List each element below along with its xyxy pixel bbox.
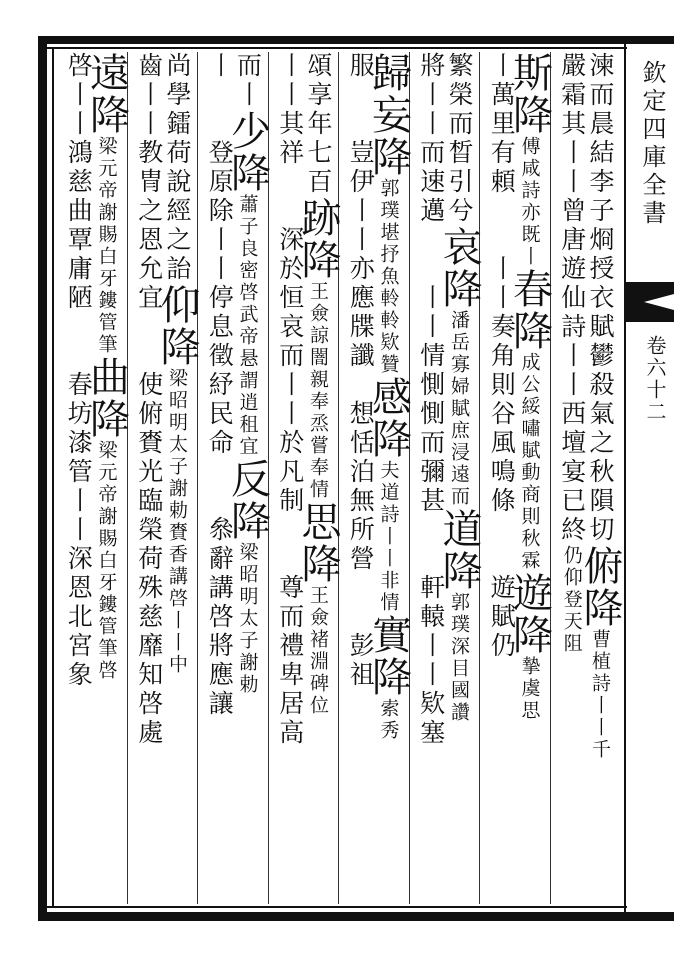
column-rule [479, 52, 480, 904]
entry-head-character: 曲 [83, 356, 130, 398]
entry-head-character: 降 [154, 326, 200, 368]
annotation-text: 梁昭明太子謝勅賚香講啓丨丨中 [166, 368, 188, 676]
column-rule [338, 52, 339, 904]
entry-head-character: 降 [224, 152, 271, 194]
frame-top-border [38, 36, 674, 44]
text-column [436, 52, 482, 904]
entry-head-character: 少 [224, 110, 271, 152]
entry-head-character: 春 [506, 268, 553, 310]
entry-head-character: 降 [224, 500, 271, 542]
body-text: 丨丨其祥 深於恒哀而丨丨於凡制 尊而禮卑居高 [275, 52, 305, 748]
text-column [268, 52, 303, 904]
entry-head-character: 遠 [83, 52, 130, 94]
entry-head-character: 降 [436, 550, 482, 592]
annotation-text: 潘岳寡婦賦庶浸遠而 [448, 310, 470, 508]
text-column [577, 52, 623, 904]
annotation-text: 梁昭明太子謝勅 [236, 542, 259, 696]
annotation-text: 梁元帝謝賜白牙鏤管筆啓 [95, 440, 118, 682]
text-column [409, 52, 444, 904]
entry-head-character: 降 [83, 398, 130, 440]
entry-head-character: 俯 [577, 545, 623, 587]
entry-head-character: 遊 [506, 572, 553, 614]
body-text: 齒丨丨教冑之恩允宜 使俯賚光臨榮荷殊慈靡知啓處 [134, 52, 164, 748]
text-column [224, 52, 271, 904]
annotation-text: 摯虞思 [518, 656, 541, 722]
annotation-text: 梁元帝謝賜白牙鏤管筆 [95, 136, 118, 356]
text-column [83, 52, 130, 904]
entry-head-character: 歸 [365, 52, 412, 94]
text-column [295, 52, 341, 904]
body-text: 而丨 [233, 52, 263, 110]
annotation-text: 仍仰登天阻 [560, 545, 583, 655]
text-column [197, 52, 235, 904]
margin-volume: 卷六十二 [643, 335, 667, 423]
entry-head-character: 感 [365, 376, 412, 418]
text-column [56, 52, 94, 904]
entry-head-character: 降 [295, 239, 341, 281]
margin-book-title: 欽定四庫全書 [638, 60, 666, 228]
inner-top-line [47, 47, 627, 49]
entry-head-character: 降 [365, 656, 412, 698]
column-rule [127, 52, 128, 904]
body-text: 湅而晨結李子烱授衣賦鬰殺氣之秋隕切 [586, 52, 615, 545]
entry-head-character: 降 [506, 614, 553, 656]
text-column [154, 52, 200, 904]
body-text: 丨 登原除丨丨停息徵紓民命 叅辭講啓將應讓 [205, 52, 235, 719]
entry-head-character: 斯 [506, 52, 553, 94]
entry-head-character: 道 [436, 508, 482, 550]
entry-head-character: 降 [577, 587, 623, 629]
text-column [506, 52, 553, 904]
text-column [338, 52, 376, 904]
column-rule [409, 52, 410, 904]
inner-bottom-line [47, 906, 627, 908]
entry-head-character: 反 [224, 458, 271, 500]
entry-head-character: 降 [506, 310, 553, 352]
frame-bottom-border [38, 912, 674, 921]
body-text: 啓丨丨鴻慈曲覃庸陋 春坊漆管丨丨深恩北宮象 [64, 52, 94, 690]
column-rule [550, 52, 551, 904]
annotation-text: 郭璞堪抒魚軨軨欵贊 [377, 178, 400, 376]
entry-head-character: 降 [365, 136, 412, 178]
entry-head-character: 降 [83, 94, 130, 136]
body-text: 服 豈伊丨丨亦應牒讖 想恬泊無所營 彭祖 [346, 52, 376, 690]
text-column [550, 52, 585, 904]
annotation-text: 傅咸詩亦既丨 [518, 136, 541, 268]
annotation-text: 曹植詩丨丨千 [589, 629, 611, 761]
annotation-text: 王僉褚淵碑位 [307, 585, 329, 717]
entry-head-character: 思 [295, 501, 341, 543]
entry-head-character: 實 [365, 614, 412, 656]
entry-head-character: 哀 [436, 226, 482, 268]
body-text: 嚴霜其丨丨曾唐遊仙詩丨丨西壇宴已終 [557, 52, 587, 545]
body-text: 丨萬里有頼 丨丨奏角則谷風鳴條 遊賦仍 [487, 52, 517, 661]
body-text: 繁榮而晳引兮 [445, 52, 474, 226]
frame-left-border [38, 36, 47, 921]
entry-head-character: 妄 [365, 94, 412, 136]
annotation-text: 夫道詩丨丨非情 [377, 460, 400, 614]
text-column [365, 52, 412, 904]
annotation-text: 蕭子良密啓武帝悬謂逍租宜 [236, 194, 259, 458]
entry-head-character: 降 [365, 418, 412, 460]
annotation-text: 王僉諒闇親奉烝嘗奉情 [307, 281, 329, 501]
annotation-text: 成公綏嘯賦動商則秋霖 [518, 352, 541, 572]
entry-head-character: 降 [506, 94, 553, 136]
annotation-text: 郭璞深目國讚 [448, 592, 470, 724]
body-text: 尚學鐳荷說經之詒 [163, 52, 192, 284]
page-spine-line [624, 44, 626, 912]
entry-head-character: 降 [436, 268, 482, 310]
fishtail-mark [624, 282, 674, 322]
body-text: 將丨丨而速邁 丨丨情惻惻而彌甚 軒轅丨丨欵塞 [416, 52, 446, 748]
text-column [127, 52, 162, 904]
entry-head-character: 仰 [154, 284, 200, 326]
column-rule [197, 52, 198, 904]
text-column [479, 52, 517, 904]
annotation-text: 索秀 [377, 698, 400, 742]
body-text: 頌享年七百 [304, 52, 333, 197]
inner-left-line [52, 47, 54, 908]
entry-head-character: 降 [295, 543, 341, 585]
entry-head-character: 跡 [295, 197, 341, 239]
